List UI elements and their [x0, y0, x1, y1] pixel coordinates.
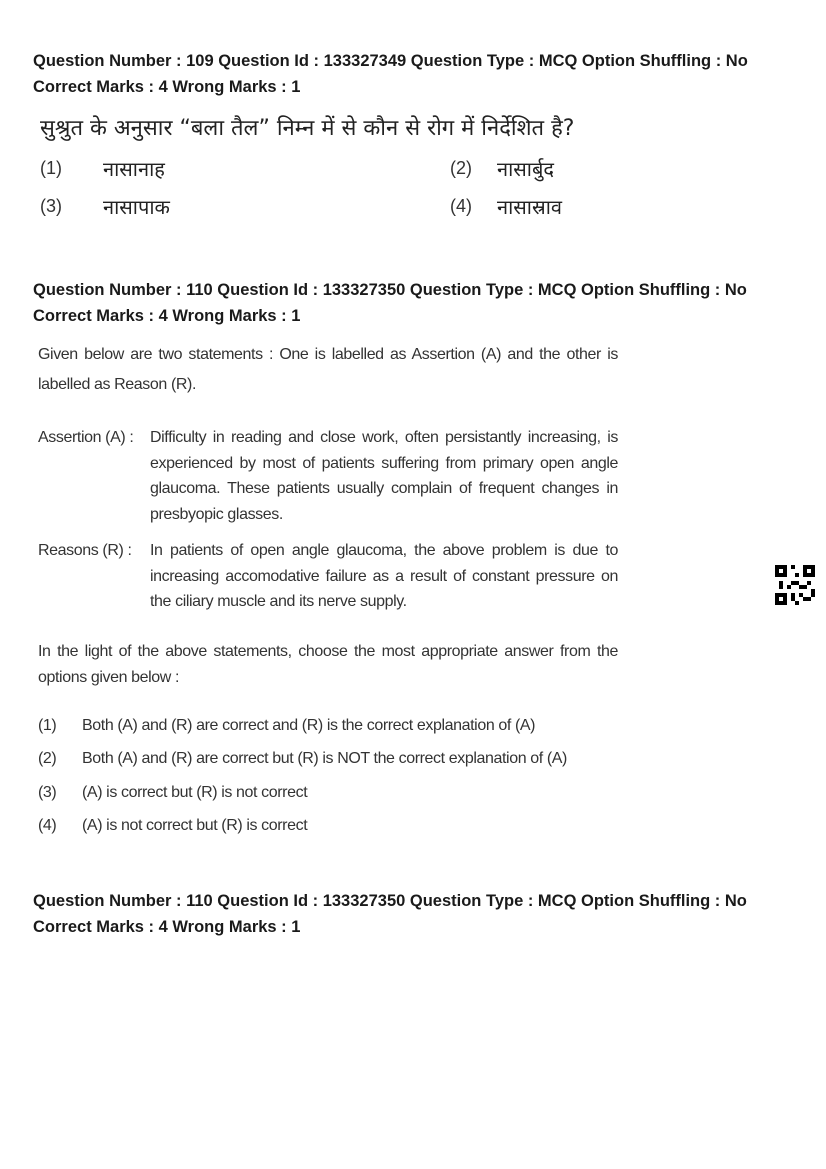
option-number: (1): [38, 717, 57, 734]
marks-meta: Correct Marks : 4 Wrong Marks : 1: [33, 307, 301, 325]
option-number: (4): [38, 817, 57, 834]
option-number: (2): [38, 750, 57, 767]
reason-text: In patients of open angle glaucoma, the above problem is due to increasing accomodative failure as a result of constant pressure on the ciliary muscle and its nerve supply.: [150, 542, 618, 610]
option-number: (4): [450, 196, 472, 216]
option-number: (1): [40, 158, 62, 178]
marks-meta: Correct Marks : 4 Wrong Marks : 1: [33, 918, 301, 936]
option-number: (2): [450, 158, 472, 178]
question-110-repeat-header: [33, 888, 747, 940]
question-meta: Question Number : 110 Question Id : 133327350 Question Type : MCQ Option Shuffling : No: [33, 281, 747, 299]
option-text: नासास्राव: [497, 195, 562, 219]
reason-label: Reasons (R) :: [38, 542, 132, 559]
question-meta: Question Number : 109 Question Id : 133327349 Question Type : MCQ Option Shuffling : No: [33, 52, 748, 70]
option-text: Both (A) and (R) are correct and (R) is the correct explanation of (A): [82, 717, 536, 734]
question-109-text: सुश्रुत के अनुसार “बला तैल” निम्न में से कौन से रोग में निर्देशित है?: [40, 116, 575, 141]
qr-code-icon: [775, 565, 815, 605]
question-110-intro: Given below are two statements : One is labelled as Assertion (A) and the other is labelled as Reason (R).: [38, 346, 618, 393]
option-text: (A) is not correct but (R) is correct: [82, 817, 308, 834]
assertion-label: Assertion (A) :: [38, 429, 134, 446]
option-number: (3): [38, 784, 57, 801]
option-text: नासार्बुद: [497, 157, 555, 181]
option-text: (A) is correct but (R) is not correct: [82, 784, 308, 801]
instruction-text: In the light of the above statements, choose the most appropriate answer from the options given below :: [38, 643, 618, 686]
assertion-text: Difficulty in reading and close work, often persistantly increasing, is experienced by most of patients suffering from primary open angle glaucoma. These patients usually complain of frequent changes in presbyopic glasses.: [150, 429, 618, 523]
option-text: नासापाक: [103, 195, 170, 219]
question-109-header: [33, 48, 748, 100]
question-110-header: [33, 277, 747, 329]
option-number: (3): [40, 196, 62, 216]
marks-meta: Correct Marks : 4 Wrong Marks : 1: [33, 78, 301, 96]
question-meta: Question Number : 110 Question Id : 133327350 Question Type : MCQ Option Shuffling : No: [33, 892, 747, 910]
option-text: Both (A) and (R) are correct but (R) is NOT the correct explanation of (A): [82, 750, 567, 767]
option-text: नासानाह: [103, 157, 165, 181]
